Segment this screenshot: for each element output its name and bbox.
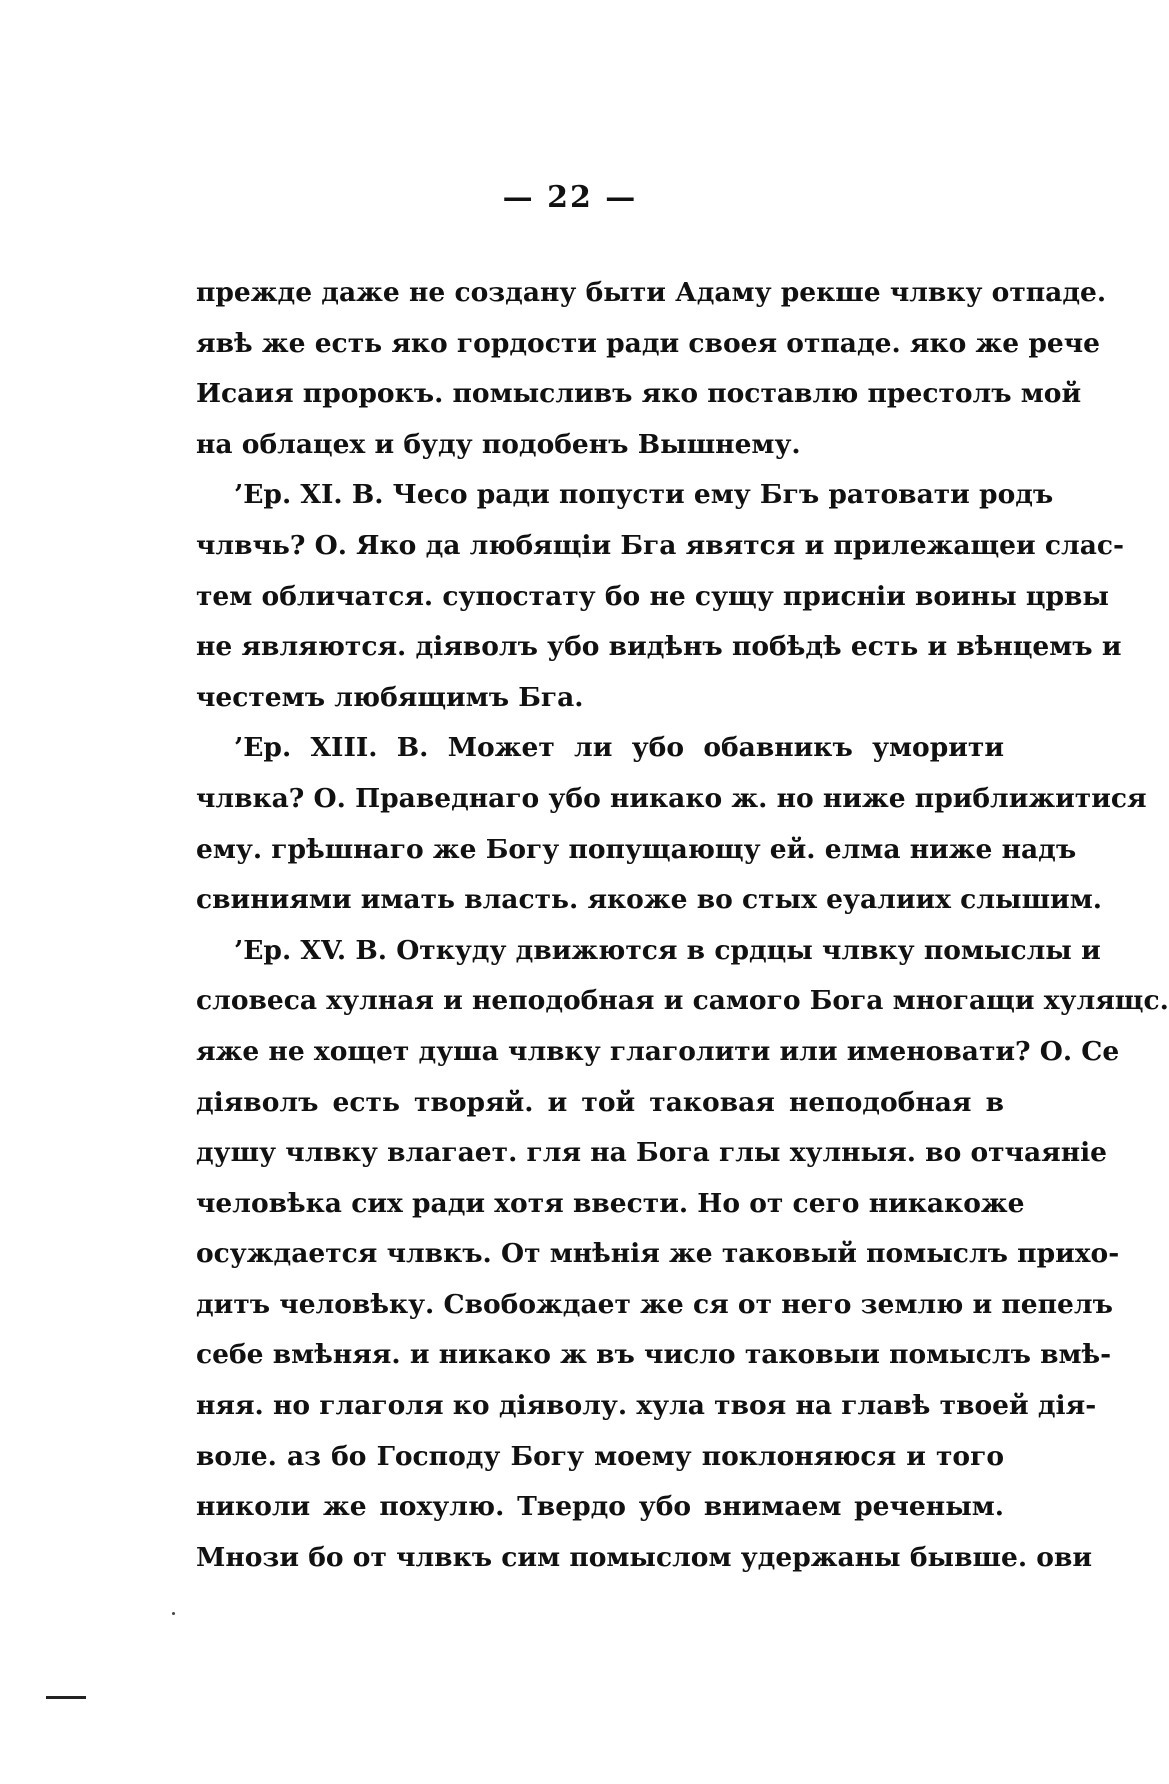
question-line: ’Ер. XI. В. Чесо ради попусти ему Бгъ ратовати родъ (234, 479, 1054, 511)
text-line: няя. но глаголя ко діяволу. хула твоя на главѣ твоей дія- (196, 1390, 1097, 1422)
text-line: николи же похулю. Твердо убо внимаем реченым. (196, 1491, 1004, 1523)
text-line: дитъ человѣку. Свобождает же ся от него землю и пепелъ (196, 1288, 1113, 1320)
text-line: человѣка сих ради хотя ввести. Но от сего никакоже (196, 1187, 1025, 1219)
text-line: осуждается члвкъ. От мнѣнія же таковый помыслъ прихо- (196, 1238, 1120, 1270)
text-line: себе вмѣняя. и никако ж въ число таковыи помыслъ вмѣ- (196, 1339, 1112, 1371)
ink-speck (172, 1612, 175, 1615)
text-line: Исаия пророкъ. помысливъ яко поставлю престолъ мой (196, 378, 1082, 410)
text-line: явѣ же есть яко гордости ради своея отпаде. яко же рече (196, 327, 1101, 359)
text-line: честемъ любящимъ Бга. (196, 681, 584, 713)
text-line: словеса хулная и неподобная и самого Бога многащи хулящс. (196, 985, 1169, 1017)
margin-mark (46, 1696, 86, 1699)
text-line: члвка? О. Праведнаго убо никако ж. но ниже приближитися (196, 782, 1147, 814)
question-line: ’Ер. XIII. В. Может ли убо обавникъ уморити (234, 732, 1004, 764)
text-line: ему. грѣшнаго же Богу попущающу ей. елма ниже надъ (196, 833, 1077, 865)
text-line: не являются. діяволъ убо видѣнъ побѣдѣ есть и вѣнцемъ и (196, 631, 1122, 663)
text-line: яже не хощет душа члвку глаголити или именовати? О. Се (196, 1035, 1120, 1067)
text-line: Мнози бо от члвкъ сим помыслом удержаны бывше. ови (196, 1541, 1093, 1573)
text-line: прежде даже не создану быти Адаму рекше члвку отпаде. (196, 277, 1107, 308)
page-number: — 22 — (502, 180, 638, 215)
body-text (196, 268, 1169, 1583)
text-line: на облацех и буду подобенъ Вышнему. (196, 428, 801, 460)
text-line: свиниями имать власть. якоже во стых еуалиих слышим. (196, 884, 1102, 916)
question-line: ’Ер. XV. В. Откуду движются в срдцы члвку помыслы и (234, 934, 1101, 966)
text-line: члвчь? О. Яко да любящіи Бга явятся и прилежащеи слас- (196, 529, 1125, 561)
text-line: тем обличатся. супостату бо не сущу присніи воины црвы (196, 580, 1109, 612)
text-line: душу члвку влагает. гля на Бога глы хулныя. во отчаяніе (196, 1137, 1108, 1169)
text-line: діяволъ есть творяй. и той таковая неподобная в (196, 1086, 1004, 1118)
text-line: воле. аз бо Господу Богу моему поклоняюся и того (196, 1440, 1004, 1472)
